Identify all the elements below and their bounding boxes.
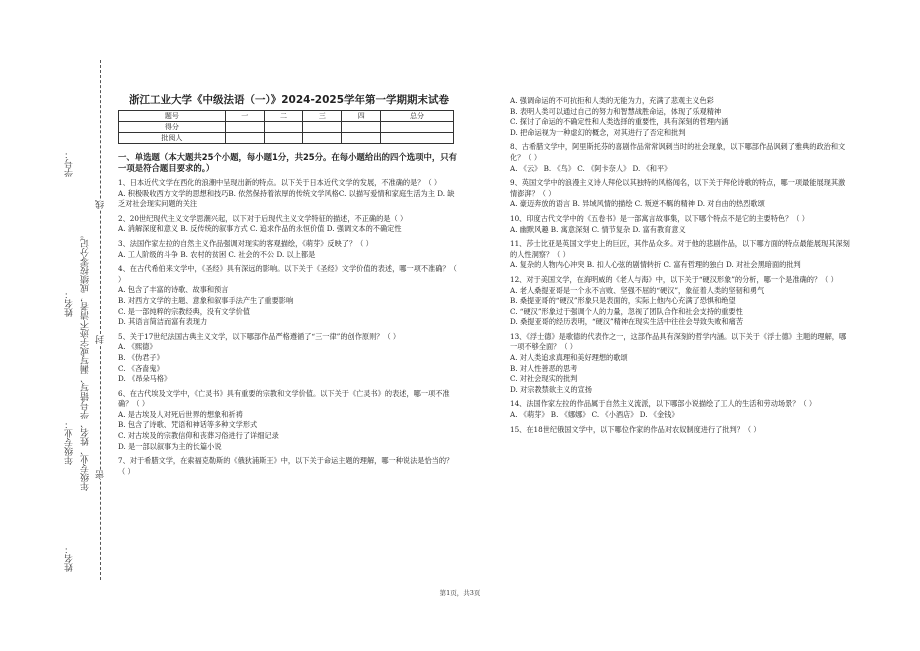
binding-line [100, 60, 101, 580]
question-item [510, 178, 850, 210]
section-heading: 一、单选题（本大题共25个小题，每小题1分，共25分。在每小题给出的四个选项中，只有一项是符合题目要求的。） [118, 152, 458, 173]
score-table-row [119, 122, 454, 133]
question-option[interactable]: A. 消解深度和意义 B. 反传统的叙事方式 C. 追求作品的永恒价值 D. 强调文本的不确定性 [118, 224, 402, 234]
question-option[interactable]: B. 包含了诗歌、咒语和神话等多种文学形式 [118, 420, 258, 430]
score-cell [342, 122, 381, 133]
question-option[interactable]: D. 《昂朵马格》 [118, 374, 172, 384]
question-stem: 14、法国作家左拉的作品属于自然主义流派，以下哪部小说描绘了工人的生活和劳动场景？（ ） [510, 399, 817, 409]
question-option[interactable]: B. 桑提亚哥的“硬汉”形象只是表面的，实际上他内心充满了恐惧和绝望 [510, 296, 736, 306]
question-option[interactable]: A. 强调命运的不可抗拒和人类的无能为力，充满了悲观主义色彩 [510, 96, 714, 105]
score-cell [264, 122, 303, 133]
score-table-row [119, 133, 454, 144]
question-item [510, 214, 850, 235]
question-option[interactable]: B. 对人性善恶的思考 [510, 363, 578, 373]
score-header-cell: 三 [303, 111, 342, 122]
question-stem: 1、日本近代文学在西化的浪潮中呈现出新的特点。以下关于日本近代文学的发展，不准确的是？（ ） [118, 178, 442, 187]
question-option[interactable]: C. 探讨了命运的不确定性和人类选择的重要性，具有深刻的哲理内涵 [510, 117, 729, 127]
question-stem: 6、在古代埃及文学中，《亡灵书》具有重要的宗教和文学价值。以下关于《亡灵书》的表述，哪一项不准确？（ ） [118, 388, 450, 409]
question-option[interactable]: C. “硬汉”形象过于强调个人的力量，忽视了团队合作和社会支持的重要性 [510, 306, 743, 316]
question-option[interactable]: A. 对人类追求真理和美好理想的歌颂 [510, 353, 628, 363]
score-table-header-row [119, 111, 454, 122]
student-name-label: 姓名： [65, 290, 75, 317]
score-table [118, 110, 454, 144]
score-cell [303, 122, 342, 133]
score-header-cell: 二 [264, 111, 303, 122]
question-option[interactable]: B. 《伪君子》 [118, 352, 164, 362]
seal-char-mi: 密 [96, 470, 106, 479]
question-stem: 3、法国作家左拉的自然主义作品强调对现实的客观描绘，《萌芽》反映了？（ ） [118, 238, 373, 248]
question-item [510, 399, 850, 420]
question-item [118, 178, 458, 210]
question-option[interactable]: A. 包含了丰富的诗歌、故事和预言 [118, 285, 229, 295]
question-stem: 10、印度古代文学中的《五卷书》是一部寓言故事集，以下哪个特点不是它的主要特色？（ ） [510, 213, 809, 223]
score-row-label: 得分 [119, 122, 226, 133]
page-footer: 第1页，共3页 [439, 589, 481, 597]
question-item [510, 239, 850, 271]
question-option[interactable]: A. 幽默风趣 B. 寓意深刻 C. 情节复杂 D. 富有教育意义 [510, 224, 686, 234]
score-cell [303, 133, 342, 144]
question-option[interactable]: D. 是一部以叙事为主的长篇小说 [118, 441, 222, 451]
question-option[interactable]: B. 表明人类可以通过自己的努力和智慧战胜命运，体现了乐观精神 [510, 106, 722, 116]
question-item [118, 239, 458, 260]
question-option[interactable]: D. 把命运视为一种虚幻的概念，对其进行了否定和批判 [510, 127, 686, 137]
question-stem: 7、对于希腊文学，在索福克勒斯的《俄狄浦斯王》中，以下关于命运主题的理解，哪一种说法是恰当的？（ ） [118, 456, 454, 476]
score-cell [381, 122, 454, 133]
question-option[interactable]: A. 《云》 B. 《鸟》 C. 《阿卡奈人》 D. 《和平》 [510, 163, 672, 173]
question-option[interactable]: D. 其语言简洁而富有表现力 [118, 317, 208, 327]
question-item [118, 389, 458, 453]
question-item [510, 142, 850, 174]
question-item [510, 96, 850, 138]
question-option[interactable]: C. 对古埃及的宗教信仰和丧葬习俗进行了详细记录 [118, 431, 279, 441]
question-option[interactable]: C. 《吝啬鬼》 [118, 363, 164, 373]
question-stem: 5、关于17世纪法国古典主义文学，以下哪部作品严格遵循了“三一律”的创作原则？（ ） [118, 331, 401, 341]
question-option[interactable]: A. 豪迈奔放的语言 B. 异域风情的描绘 C. 叛逆不羁的精神 D. 对自由的热烈歌颂 [510, 199, 765, 209]
right-column [510, 92, 850, 435]
question-stem: 15、在18世纪俄国文学中，以下哪位作家的作品对农奴制度进行了批判？（ ） [510, 424, 761, 434]
question-option[interactable]: A. 《熙德》 [118, 342, 157, 352]
score-header-cell: 题号 [119, 111, 226, 122]
score-cell [264, 133, 303, 144]
question-option[interactable]: D. 对宗教禁欲主义的宣扬 [510, 384, 592, 394]
score-row-label: 批阅人 [119, 133, 226, 144]
left-question-list [118, 178, 458, 477]
grade-major-label: 年级专业： [65, 420, 75, 465]
binding-notice: 年级专业、姓名、学号错写、漏写或字迹不清者，成绩按零分记。 [81, 230, 91, 491]
question-option[interactable]: A. 是古埃及人对死后世界的想象和祈祷 [118, 409, 243, 419]
name-label-bottom: 姓名： [65, 545, 75, 572]
score-cell [342, 133, 381, 144]
question-stem: 13、《浮士德》是歌德的代表作之一，这部作品具有深刻的哲学内涵。以下关于《浮士德》主题的理解，哪一项不够全面？（ ） [510, 331, 847, 352]
question-option[interactable]: A. 积极吸收西方文学的思想和技巧B. 依然保持着浓厚的传统文学风格C. 以描写爱情和家庭生活为主 D. 缺乏对社会现实问题的关注 [118, 188, 455, 209]
question-stem: 8、古希腊文学中，阿里斯托芬的喜剧作品常常讽刺当时的社会现象，以下哪部作品讽刺了雅典的政治和文化？（ ） [510, 142, 846, 162]
student-id-label: 学号： [65, 150, 75, 177]
score-header-cell: 一 [225, 111, 264, 122]
right-question-list [510, 96, 850, 435]
question-stem: 12、对于美国文学，在海明威的《老人与海》中，以下关于“硬汉形象”的分析，哪一个是准确的？（ ） [510, 274, 838, 284]
question-stem: 11、莎士比亚是英国文学史上的巨匠，其作品众多。对于他的悲剧作品，以下哪方面的特点最能展现其深刻的人性洞察？（ ） [510, 239, 850, 259]
question-stem: 9、英国文学中的浪漫主义诗人拜伦以其独特的风格闻名，以下关于拜伦诗歌的特点，哪一项最能展现其激情澎湃？（ ） [510, 178, 846, 198]
question-option[interactable]: A. 老人桑提亚哥是一个永不言败、坚强不屈的“硬汉”，象征着人类的坚韧和勇气 [510, 285, 765, 295]
seal-char-feng: 封 [96, 335, 106, 344]
score-header-cell: 总分 [381, 111, 454, 122]
question-item [510, 275, 850, 328]
question-item [118, 332, 458, 385]
question-option[interactable]: A. 工人阶级的斗争 B. 农村的贫困 C. 社会的不公 D. 以上都是 [118, 249, 316, 259]
left-column [118, 152, 458, 477]
question-option[interactable]: C. 对社会现实的批判 [510, 374, 578, 384]
question-item [118, 456, 458, 477]
question-option[interactable]: A. 《萌芽》 B. 《娜娜》 C. 《小酒店》 D. 《金钱》 [510, 410, 679, 420]
exam-title: 浙江工业大学《中级法语（一）》2024-2025学年第一学期期末试卷 [128, 94, 450, 106]
score-cell [225, 133, 264, 144]
question-option[interactable]: C. 是一部纯粹的宗教经典，没有文学价值 [118, 306, 251, 316]
question-stem: 2、20世纪现代主义文学思潮兴起，以下对于后现代主义文学特征的描述，不正确的是（ ） [118, 213, 408, 223]
question-item [118, 264, 458, 328]
question-item [510, 425, 850, 436]
score-header-cell: 四 [342, 111, 381, 122]
question-option[interactable]: A. 复杂的人物内心冲突 B. 扣人心弦的剧情转折 C. 富有哲理的独白 D. 对社会黑暗面的批判 [510, 260, 801, 270]
question-option[interactable]: B. 对西方文学的主题、意象和叙事手法产生了重要影响 [118, 295, 294, 305]
question-option[interactable]: D. 桑提亚哥的经历表明，“硬汉”精神在现实生活中往往会导致失败和痛苦 [510, 317, 744, 327]
score-cell [381, 133, 454, 144]
question-stem: 4、在古代希伯来文学中，《圣经》具有深远的影响。以下关于《圣经》文学价值的表述，哪一项不准确？（ ） [118, 264, 457, 284]
score-cell [225, 122, 264, 133]
question-item [510, 332, 850, 396]
seal-char-xian: 线 [96, 200, 106, 209]
question-item [118, 214, 458, 235]
